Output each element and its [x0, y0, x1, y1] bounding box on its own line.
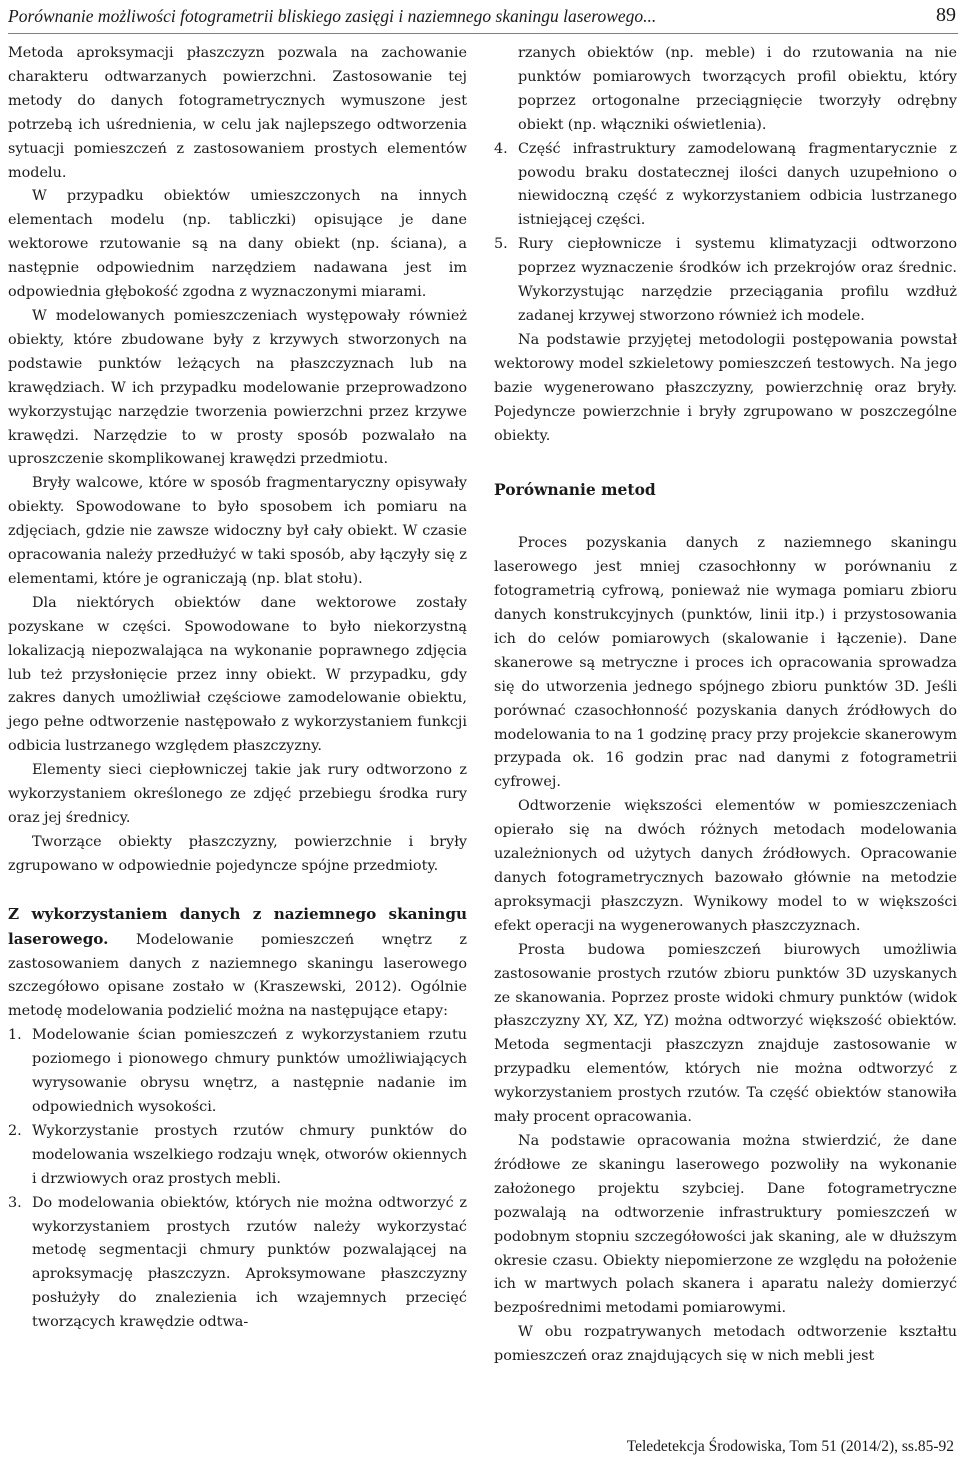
- paragraph: Dla niektórych obiektów dane wektorowe zostały pozyskane w części. Spowodowane to było niekorzystną lokalizacją niepozwalająca na wykonanie poprawnego zdjęcia lub też przysłonięcie przez inny obiekt. W przypadku, gdy zakres danych umożliwiał częściowe zamodelowanie obiektu, jego pełne odtworzenie następowało z wykorzystaniem funkcji odbicia lustrzanego względem płaszczyzny.: [8, 594, 467, 755]
- list-item-text: Część infrastruktury zamodelowaną fragmentarycznie z powodu braku dostatecznej ilości danych uzupełniono o niewidoczną część z wykorzystaniem odbicia lustrzanego istniejącej części.: [518, 140, 957, 229]
- list-item-text: Modelowanie ścian pomieszczeń z wykorzystaniem rzutu poziomego i pionowego chmury punktów umożliwiających wyrysowanie obrysu wnętrz, a następnie nadanie im odpowiednich wysokości.: [32, 1027, 467, 1115]
- left-column: [8, 42, 467, 1335]
- journal-citation: Teledetekcja Środowiska, Tom 51 (2014/2), ss.85-92: [626, 1438, 954, 1455]
- list-item-text: Do modelowania obiektów, których nie można odtworzyć z wykorzystaniem prostych rzutów należy wykorzystać metodę segmentacji chmury punktów pozwalającej na aproksymację płaszczyzn. Aproksymowane płaszczyzny posłużyły do znalezienia ich wzajemnych przecięć tworzących krawędzie odtwa-: [32, 1194, 467, 1331]
- paragraph: W przypadku obiektów umieszczonych na innych elementach modelu (np. tabliczki) opisujące je dane wektorowe rzutowanie są na dany obiekt (np. ściana), a następnie odpowiednim narzędziem nadawana jest im odpowiednia głębokość zgodna z wyznaczonymi miarami.: [8, 188, 467, 301]
- section-text: Modelowanie pomieszczeń wnętrz z zastosowaniem danych z naziemnego skaningu laserowego szczegółowo opisane zostało w (Kraszewski, 2012). Ogólnie metodę modelowania podzielić można na następujące etapy:: [8, 931, 468, 1020]
- list-item: [8, 1192, 467, 1335]
- list-item-text: Wykorzystanie prostych rzutów chmury punktów do modelowania wszelkiego rodzaju wnęk, otworów okiennych i drzwiowych oraz prostych mebli.: [32, 1122, 467, 1187]
- right-column: [494, 42, 957, 1369]
- section-paragraph: [8, 903, 467, 1025]
- list-item-text: Rury ciepłownicze i systemu klimatyzacji odtworzono poprzez wyznaczenie środków ich przekrojów oraz średnic. Wykorzystując narzędzie przeciągania profilu wzdłuż zadanej krzywej stworzono również ich modele.: [518, 236, 957, 324]
- paragraph: Bryły walcowe, które w sposób fragmentaryczny opisywały obiekty. Spowodowane to było sposobem ich pomiaru na zdjęciach, gdzie nie zawsze widoczny był cały obiekt. W czasie opracowania należy przedłużyć w taki sposób, aby łączyły się z elementami, które je ograniczają (np. blat stołu).: [8, 475, 467, 587]
- paragraph: Tworzące obiekty płaszczyzny, powierzchnie i bryły zgrupowano w odpowiednie pojedyncze spójne przedmioty.: [8, 833, 467, 874]
- section-heading: Z wykorzystaniem danych z naziemnego skaningu laserowego.: [8, 904, 467, 948]
- list-item-number: 4.: [494, 140, 508, 157]
- steps-list-continued: [494, 42, 957, 329]
- list-item: [8, 1024, 467, 1120]
- running-header: [8, 3, 958, 34]
- list-item-continuation: [494, 42, 957, 138]
- paragraph: W obu rozpatrywanych metodach odtworzenie kształtu pomieszczeń oraz znajdujących się w nich mebli jest: [494, 1324, 957, 1365]
- paragraph: Elementy sieci ciepłowniczej takie jak rury odtworzono z wykorzystaniem określonego ze zdjęć przebiegu środka rury oraz jej średnicy.: [8, 762, 467, 826]
- list-item-number: 5.: [494, 236, 508, 253]
- paragraph: Metoda aproksymacji płaszczyzn pozwala na zachowanie charakteru odtwarzanych powierzchni. Zastosowanie tej metody do danych fotogrametrycznych wymuszone jest potrzebą ich uśrednienia, w celu jak najlepszego odtworzenia sytuacji pomieszczeń z zastosowaniem prostych elementów modelu.: [8, 45, 467, 181]
- page-number: 89: [936, 4, 956, 26]
- paragraph: Prosta budowa pomieszczeń biurowych umożliwia zastosowanie prostych rzutów zbioru punktów 3D uzyskanych ze skanowania. Poprzez proste widoki chmury punktów (widok płaszczyzny XY, XZ, YZ) można odtworzyć większość obiektów. Metoda segmentacji płaszczyzn znajduje zastosowanie w przypadku elementów, których nie można odtworzyć z wykorzystaniem prostych rzutów. Ta część obiektów stanowiła mały procent opracowania.: [494, 941, 957, 1126]
- list-item: [494, 233, 957, 329]
- paragraph: Na podstawie opracowania można stwierdzić, że dane źródłowe ze skaningu laserowego pozwoliły na wykonanie założonego projektu szybciej. Dane fotogrametryczne pozwalają na odtworzenie infrastruktury pomieszczeń w podobnym stopniu szczegółowości jak skaning, ale w dłuższym okresie czasu. Obiekty niepomierzone ze względu na położenie ich w martwych polach skanera i aparatu należy domierzyć bezpośrednimi metodami pomiarowymi.: [494, 1132, 957, 1317]
- running-title: Porównanie możliwości fotogrametrii bliskiego zasięgi i naziemnego skaningu laserowego...: [8, 6, 657, 26]
- list-item-number: 3.: [8, 1194, 22, 1211]
- list-item: [8, 1120, 467, 1192]
- list-item: [494, 138, 957, 234]
- list-item-text: rzanych obiektów (np. meble) i do rzutowania na nie punktów pomiarowych tworzących profil obiektu, który poprzez ortogonalne przeciągnięcie tworzyły odrębny obiekt (np. włączniki oświetlenia).: [518, 45, 957, 133]
- paragraph: Na podstawie przyjętej metodologii postępowania powstał wektorowy model szkieletowy pomieszczeń testowych. Na jego bazie wygenerowano płaszczyzny, powierzchnię oraz bryły. Pojedyncze powierzchnie i bryły zgrupowano w poszczególne obiekty.: [494, 331, 957, 444]
- paragraph: Odtworzenie większości elementów w pomieszczeniach opierało się na dwóch różnych metodach modelowania uzależnionych od użytych danych źródłowych. Opracowanie danych fotogrametrycznych bazowało głównie na metodzie aproksymacji płaszczyzn. Wynikowy model to w większości efekt operacji na wygenerowanych płaszczyznach.: [494, 798, 957, 934]
- section-heading: Porównanie metod: [494, 480, 656, 500]
- list-item-number: 1.: [8, 1027, 22, 1044]
- steps-list: [8, 1024, 467, 1335]
- paragraph: Proces pozyskania danych z naziemnego skaningu laserowego jest mniej czasochłonny w porównaniu z fotogrametrią cyfrową, ponieważ nie wymaga pomiaru zbioru danych konstrukcyjnych (punktów, linii itp.) i przystosowania ich do celów pomiarowych (skalowanie i łączenie). Dane skanerowe są metryczne i proces ich opracowania sprowadza się do utworzenia jednego spójnego zbioru punktów 3D. Jeśli porównać czasochłonność pozyskania danych źródłowych do modelowania to na 1 godzinę pracy przy projekcie skanerowym przypada ok. 16 godzin prac nad danymi z fotogrametrii cyfrowej.: [494, 535, 957, 791]
- list-item-number: 2.: [8, 1122, 22, 1139]
- paragraph: W modelowanych pomieszczeniach występowały również obiekty, które zbudowane były z krzywych stworzonych na podstawie punktów leżących na płaszczyznach lub na krawędziach. W ich przypadku modelowanie przeprowadzono wykorzystując narzędzie tworzenia powierzchni przez krzywe krawędzi. Narzędzie to w prosty sposób pozwalało na uproszczenie skomplikowanej krawędzi przedmiotu.: [8, 307, 467, 468]
